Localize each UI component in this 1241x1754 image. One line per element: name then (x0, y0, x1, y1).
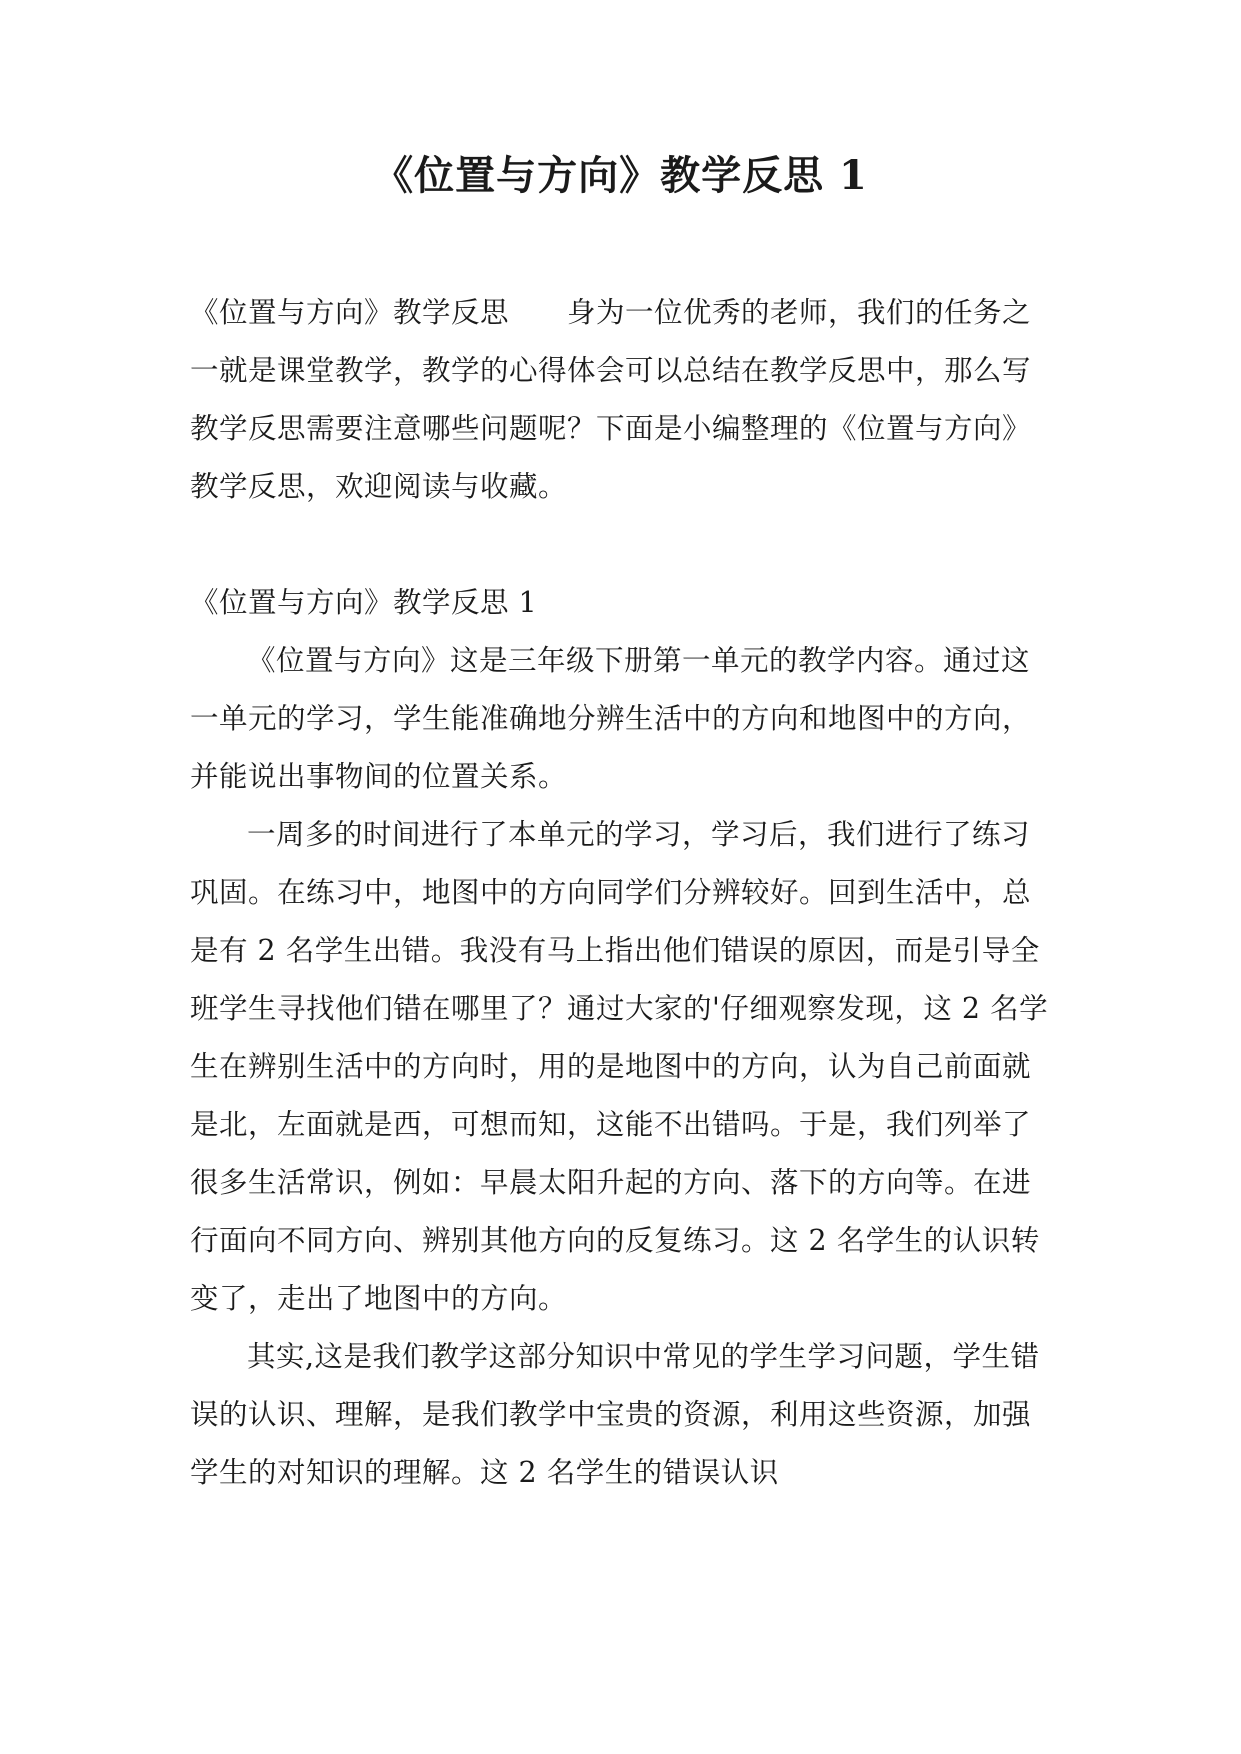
document-title: 《位置与方向》教学反思 1 (373, 152, 868, 199)
intro-paragraph: 《位置与方向》教学反思 身为一位优秀的老师，我们的任务之一就是课堂教学，教学的心得体会可以总结在教学反思中，那么写教学反思需要注意哪些问题呢？下面是小编整理的《位置与方向》教学反思，欢迎阅读与收藏。 (190, 296, 1032, 503)
body-paragraph-2: 一周多的时间进行了本单元的学习，学习后，我们进行了练习巩固。在练习中，地图中的方向同学们分辨较好。回到生活中，总是有 2 名学生出错。我没有马上指出他们错误的原因，而是引导全班学生寻找他们错在哪里了？通过大家的'仔细观察发现，这 2 名学生在辨别生活中的方向时，用的是地图中的方向，认为自己前面就是北，左面就是西，可想而知，这能不出错吗。于是，我们列举了很多生活常识，例如：早晨太阳升起的方向、落下的方向等。在进行面向不同方向、辨别其他方向的反复练习。这 2 名学生的认识转变了，走出了地图中的方向。 (190, 818, 1049, 1315)
document-body (190, 284, 1055, 1502)
section-heading: 《位置与方向》教学反思 1 (190, 586, 538, 619)
body-paragraph-1: 《位置与方向》这是三年级下册第一单元的教学内容。通过这一单元的学习，学生能准确地分辨生活中的方向和地图中的方向，并能说出事物间的位置关系。 (190, 644, 1032, 793)
body-paragraph-3: 其实,这是我们教学这部分知识中常见的学生学习问题，学生错误的认识、理解，是我们教学中宝贵的资源，利用这些资源，加强学生的对知识的理解。这 2 名学生的错误认识 (190, 1340, 1040, 1489)
